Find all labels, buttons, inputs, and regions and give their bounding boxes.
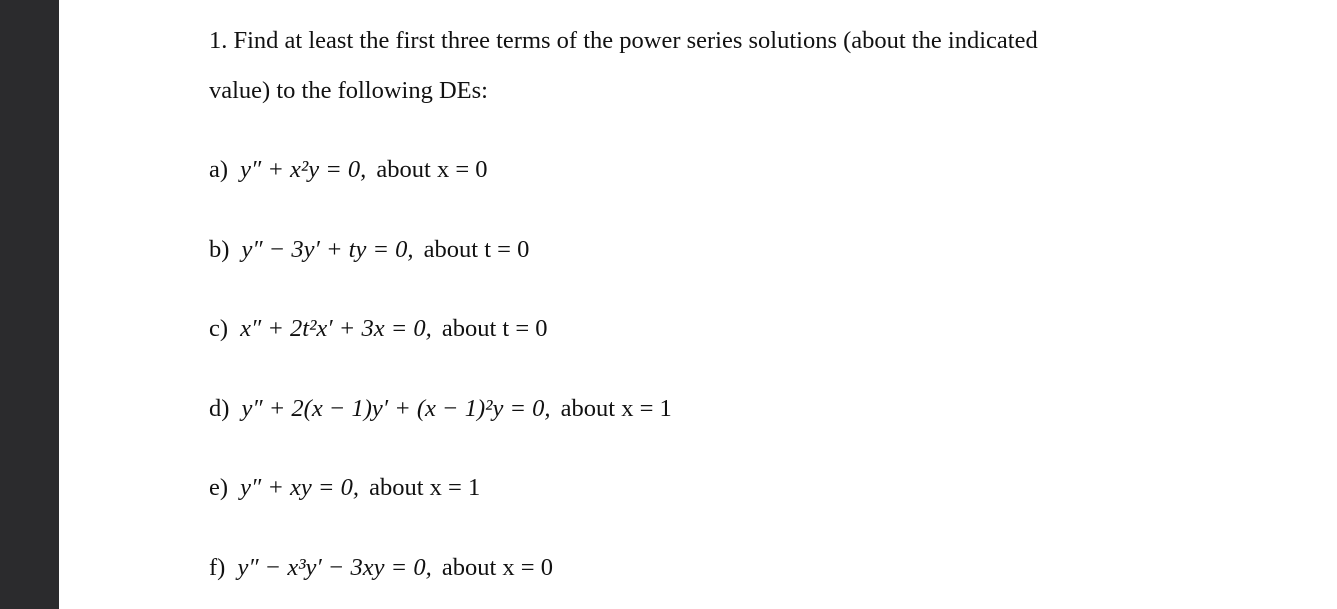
list-item-a (209, 156, 488, 184)
item-label: a) (209, 156, 229, 183)
list-item-e (209, 474, 480, 502)
item-label: e) (209, 474, 229, 501)
list-item-f (209, 554, 553, 582)
item-label: c) (209, 315, 229, 342)
item-equation: y″ − 3y′ + ty = 0, (241, 236, 414, 263)
list-item-d (209, 395, 672, 423)
item-label: f) (209, 554, 226, 581)
item-equation: y″ + 2(x − 1)y′ + (x − 1)²y = 0, (241, 395, 551, 422)
document-page (59, 0, 1337, 609)
item-equation: y″ + x²y = 0, (240, 156, 367, 183)
item-equation: x″ + 2t²x′ + 3x = 0, (240, 315, 432, 342)
item-label: d) (209, 395, 230, 422)
item-about: about x = 0 (376, 156, 488, 183)
problem-intro-line-1: 1. Find at least the first three terms of the power series solutions (about the indicated (209, 27, 1038, 54)
item-about: about x = 0 (441, 554, 553, 581)
item-label: b) (209, 236, 230, 263)
viewer-sidebar (0, 0, 59, 609)
problem-intro-line-2: value) to the following DEs: (209, 77, 488, 104)
item-about: about x = 1 (560, 395, 672, 422)
item-equation: y″ − x³y′ − 3xy = 0, (237, 554, 432, 581)
list-item-c (209, 315, 548, 343)
item-about: about t = 0 (441, 315, 548, 342)
item-about: about x = 1 (369, 474, 481, 501)
list-item-b (209, 236, 529, 264)
item-about: about t = 0 (423, 236, 530, 263)
item-equation: y″ + xy = 0, (240, 474, 359, 501)
